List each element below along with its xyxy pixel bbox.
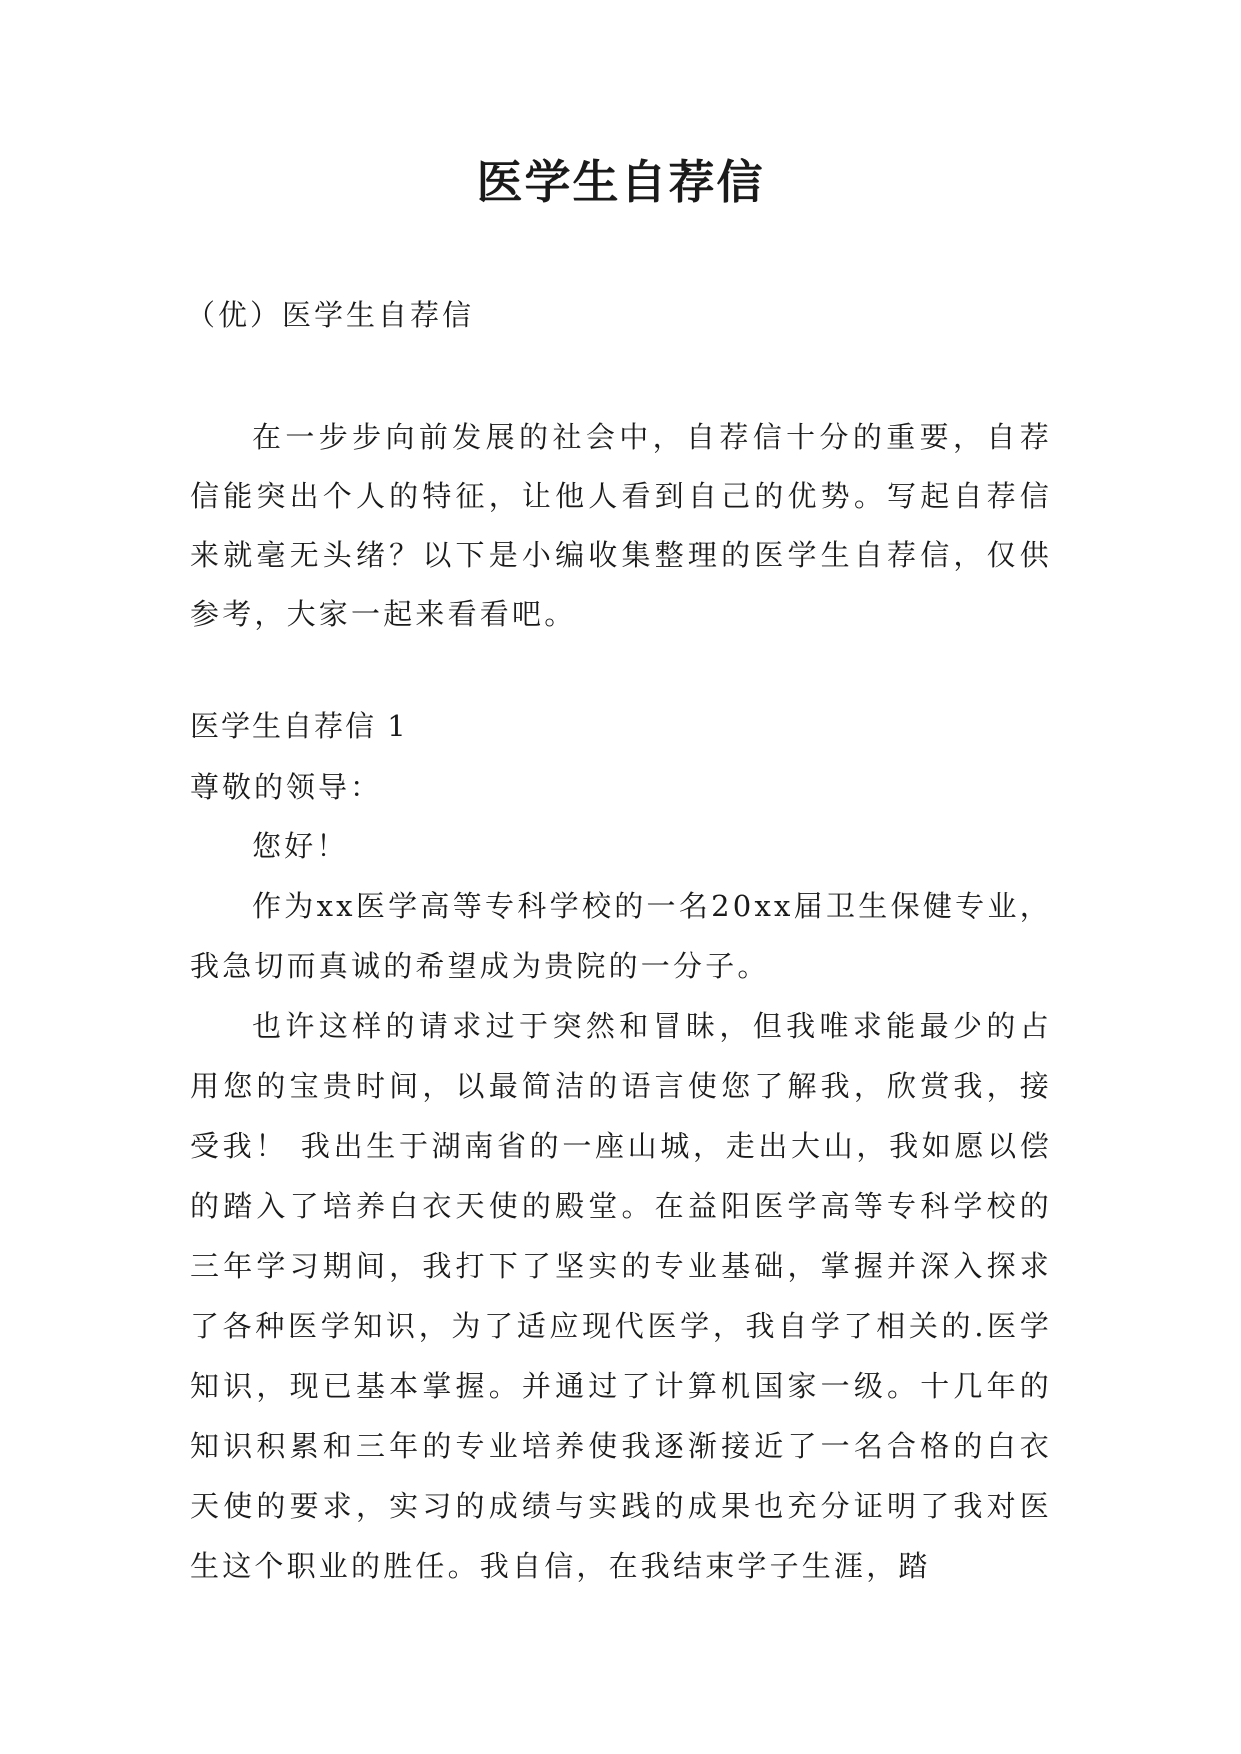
salutation: 尊敬的领导： xyxy=(190,770,383,804)
document-title: 医学生自荐信 xyxy=(476,155,765,209)
intro-section xyxy=(190,408,1052,644)
intro-paragraph: 在一步步向前发展的社会中，自荐信十分的重要，自荐信能突出个人的特征，让他人看到自己的优势。写起自荐信来就毫无头绪？以下是小编收集整理的医学生自荐信，仅供参考，大家一起来看看吧。 xyxy=(190,420,1052,631)
body-paragraph: 作为xx医学高等专科学校的一名20xx届卫生保健专业，我急切而真诚的希望成为贵院的一分子。 xyxy=(190,889,1052,983)
greeting-paragraph: 您好！ xyxy=(252,829,349,863)
letter-body xyxy=(190,816,1052,1596)
document-subtitle: （优）医学生自荐信 xyxy=(186,298,475,332)
body-paragraph: 也许这样的请求过于突然和冒昧，但我唯求能最少的占用您的宝贵时间，以最简洁的语言使您了解我，欣赏我，接受我！ 我出生于湖南省的一座山城，走出大山，我如愿以偿的踏入了培养白衣天使的殿堂。在益阳医学高等专科学校的三年学习期间，我打下了坚实的专业基础，掌握并深入探求了各种医学知识，为了适应现代医学，我自学了相关的.医学知识，现已基本掌握。并通过了计算机国家一级。十几年的知识积累和三年的专业培养使我逐渐接近了一名合格的白衣天使的要求，实习的成绩与实践的成果也充分证明了我对医生这个职业的胜任。我自信，在我结束学子生涯，踏 xyxy=(190,1009,1052,1583)
section-heading: 医学生自荐信 1 xyxy=(190,709,408,743)
